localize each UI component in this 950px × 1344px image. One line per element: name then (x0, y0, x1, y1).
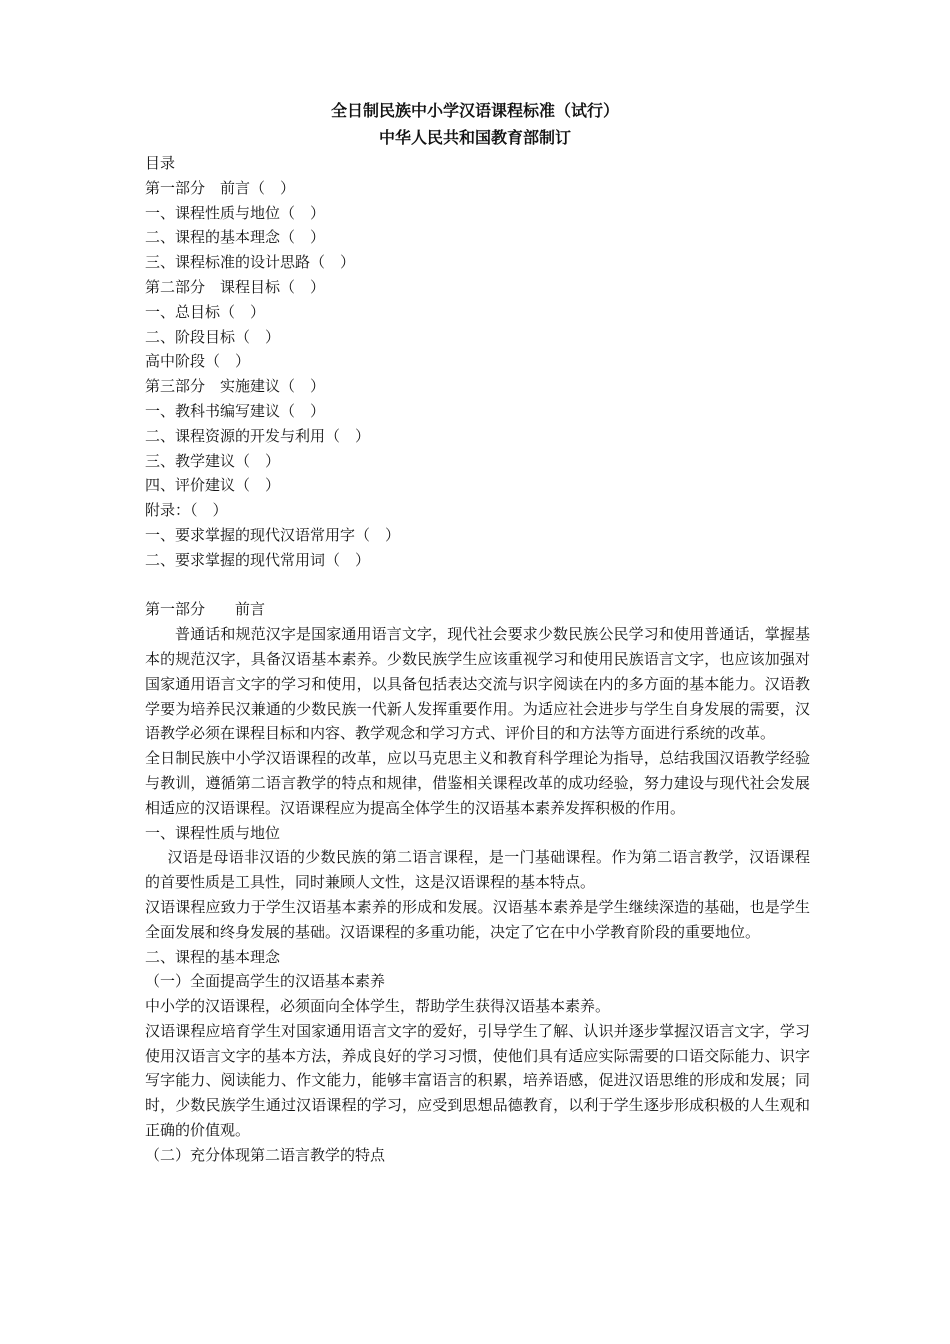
section-heading: 一、课程性质与地位 (145, 823, 281, 842)
toc-item: 第三部分 实施建议（ ） (145, 377, 326, 396)
part1-heading: 第一部分 前言 (145, 600, 266, 619)
subsection-heading: （一）全面提高学生的汉语基本素养 (145, 972, 386, 991)
document-subtitle: 中华人民共和国教育部制订 (378, 128, 571, 147)
paragraph: 汉语课程应培育学生对国家通用语言文字的爱好，引导学生了解、认识并逐步掌握汉语言文字，学习使用汉语言文字的基本方法，养成良好的学习习惯，使他们具有适应实际需要的口语交际能力、识字写字能力、阅读能力、作文能力，能够丰富语言的积累，培养语感，促进汉语思维的形成和发展；同时，少数民族学生通过汉语课程的学习，应受到思想品德教育，以利于学生逐步形成积极的人生观和正确的价值观。 (145, 1021, 810, 1140)
toc-item: 三、课程标准的设计思路（ ） (145, 253, 356, 272)
toc-item: 二、课程的基本理念（ ） (145, 228, 326, 247)
toc-item: 附录：（ ） (145, 501, 228, 520)
toc-item: 二、要求掌握的现代常用词（ ） (145, 550, 371, 569)
table-of-contents (145, 176, 810, 573)
toc-item: 三、教学建议（ ） (145, 451, 281, 470)
toc-item: 二、阶段目标（ ） (145, 327, 281, 346)
toc-item: 第一部分 前言（ ） (145, 178, 296, 197)
toc-item: 一、要求掌握的现代汉语常用字（ ） (145, 525, 401, 544)
toc-item: 第二部分 课程目标（ ） (145, 277, 326, 296)
document-title: 全日制民族中小学汉语课程标准（试行） (330, 101, 619, 120)
paragraph: 中小学的汉语课程，必须面向全体学生，帮助学生获得汉语基本素养。 (145, 997, 611, 1016)
paragraph: 普通话和规范汉字是国家通用语言文字，现代社会要求少数民族公民学习和使用普通话，掌握基本的规范汉字，具备汉语基本素养。少数民族学生应该重视学习和使用民族语言文字，也应该加强对国家通用语言文字的学习和使用，以具备包括表达交流与识字阅读在内的多方面的基本能力。汉语教学要为培养民汉兼通的少数民族一代新人发挥重要作用。为适应社会进步与学生自身发展的需要，汉语教学必须在课程目标和内容、教学观念和学习方式、评价目的和方法等方面进行系统的改革。 (145, 625, 810, 743)
paragraph: 汉语是母语非汉语的少数民族的第二语言课程，是一门基础课程。作为第二语言教学，汉语课程的首要性质是工具性，同时兼顾人文性，这是汉语课程的基本特点。 (145, 848, 810, 892)
toc-heading: 目录 (145, 154, 176, 172)
paragraph: 汉语课程应致力于学生汉语基本素养的形成和发展。汉语基本素养是学生继续深造的基础，也是学生全面发展和终身发展的基础。汉语课程的多重功能，决定了它在中小学教育阶段的重要地位。 (145, 897, 810, 941)
toc-item: 一、课程性质与地位（ ） (145, 203, 326, 222)
subsection-heading: （二）充分体现第二语言教学的特点 (145, 1145, 386, 1164)
spacer (145, 573, 810, 598)
section-heading: 二、课程的基本理念 (145, 947, 281, 966)
toc-item: 一、教科书编写建议（ ） (145, 401, 326, 420)
toc-item: 二、课程资源的开发与利用（ ） (145, 426, 371, 445)
toc-item: 一、总目标（ ） (145, 302, 266, 321)
paragraph: 全日制民族中小学汉语课程的改革，应以马克思主义和教育科学理论为指导，总结我国汉语教学经验与教训，遵循第二语言教学的特点和规律，借鉴相关课程改革的成功经验，努力建设与现代社会发展相适应的汉语课程。汉语课程应为提高全体学生的汉语基本素养发挥积极的作用。 (145, 749, 810, 817)
toc-item: 高中阶段（ ） (145, 352, 251, 371)
toc-item: 四、评价建议（ ） (145, 476, 281, 495)
document-content (145, 151, 810, 1168)
